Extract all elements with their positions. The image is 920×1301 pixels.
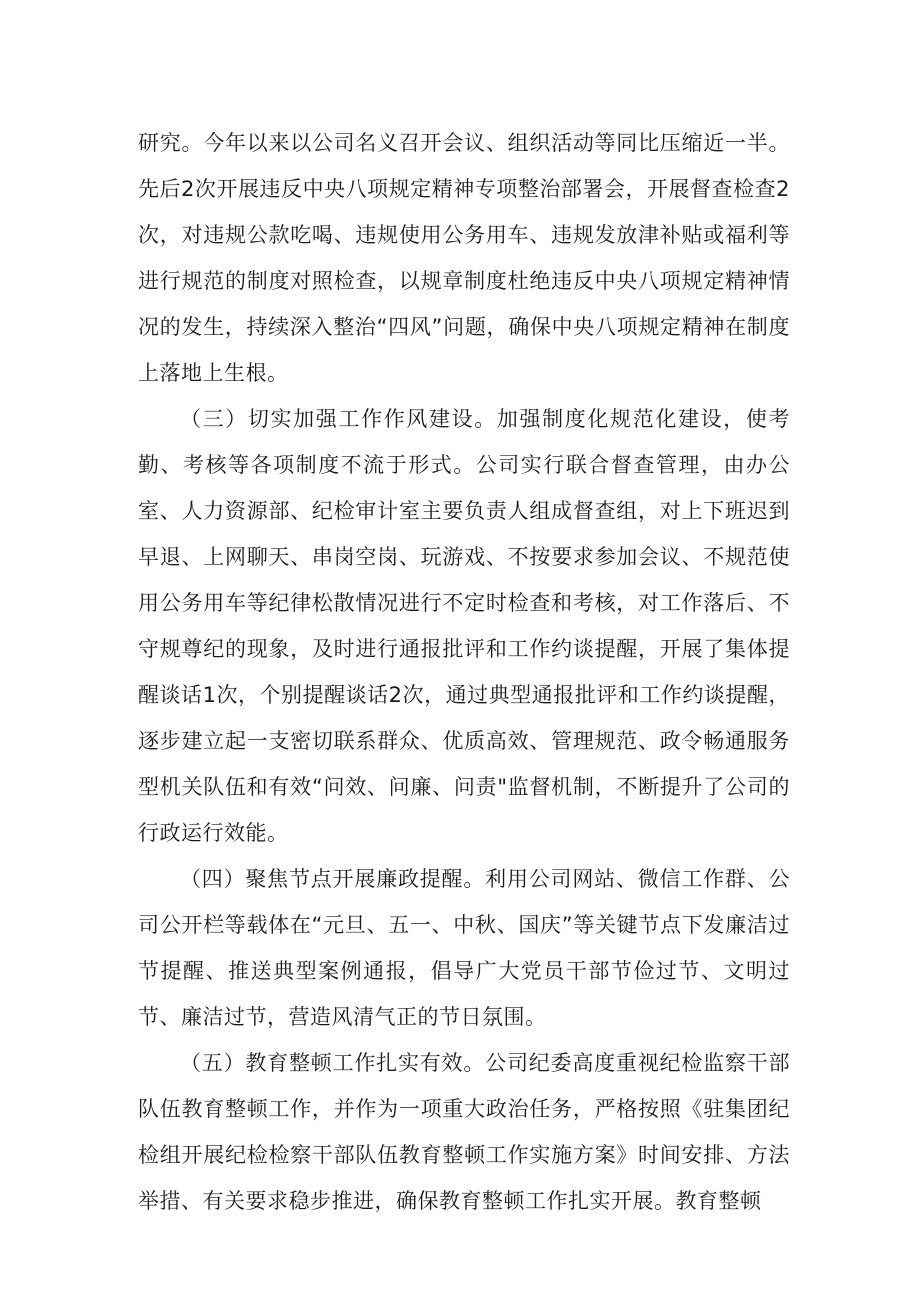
document-body (138, 120, 790, 1224)
paragraph-section-3: （三）切实加强工作作风建设。加强制度化规范化建设，使考勤、考核等各项制度不流于形式。公司实行联合督查管理，由办公室、人力资源部、纪检审计室主要负责人组成督查组，对上下班迟到早退、上网聊天、串岗空岗、玩游戏、不按要求参加会议、不规范使用公务用车等纪律松散情况进行不定时检查和考核，对工作落后、不守规尊纪的现象，及时进行通报批评和工作约谈提醒，开展了集体提醒谈话1次，个别提醒谈话2次，通过典型通报批评和工作约谈提醒，逐步建立起一支密切联系群众、优质高效、管理规范、政令畅通服务型机关队伍和有效“问效、问廉、问责"监督机制，不断提升了公司的行政运行效能。 (138, 407, 790, 845)
paragraph-continued: 研究。今年以来以公司名义召开会议、组织活动等同比压缩近一半。先后2次开展违反中央八项规定精神专项整治部署会，开展督查检查2次，对违规公款吃喝、违规使用公务用车、违规发放津补贴或福利等进行规范的制度对照检查，以规章制度杜绝违反中央八项规定精神情况的发生，持续深入整治“四风”问题，确保中央八项规定精神在制度上落地上生根。 (138, 131, 790, 385)
paragraph-section-5: （五）教育整顿工作扎实有效。公司纪委高度重视纪检监察干部队伍教育整顿工作，并作为一项重大政治任务，严格按照《驻集团纪检组开展纪检检察干部队伍教育整顿工作实施方案》时间安排、方法举措、有关要求稳步推进，确保教育整顿工作扎实开展。教育整顿 (138, 1051, 790, 1213)
paragraph-section-4: （四）聚焦节点开展廉政提醒。利用公司网站、微信工作群、公司公开栏等载体在“元旦、五一、中秋、国庆”等关键节点下发廉洁过节提醒、推送典型案例通报，倡导广大党员干部节俭过节、文明过节、廉洁过节，营造风清气正的节日氛围。 (138, 867, 790, 1029)
